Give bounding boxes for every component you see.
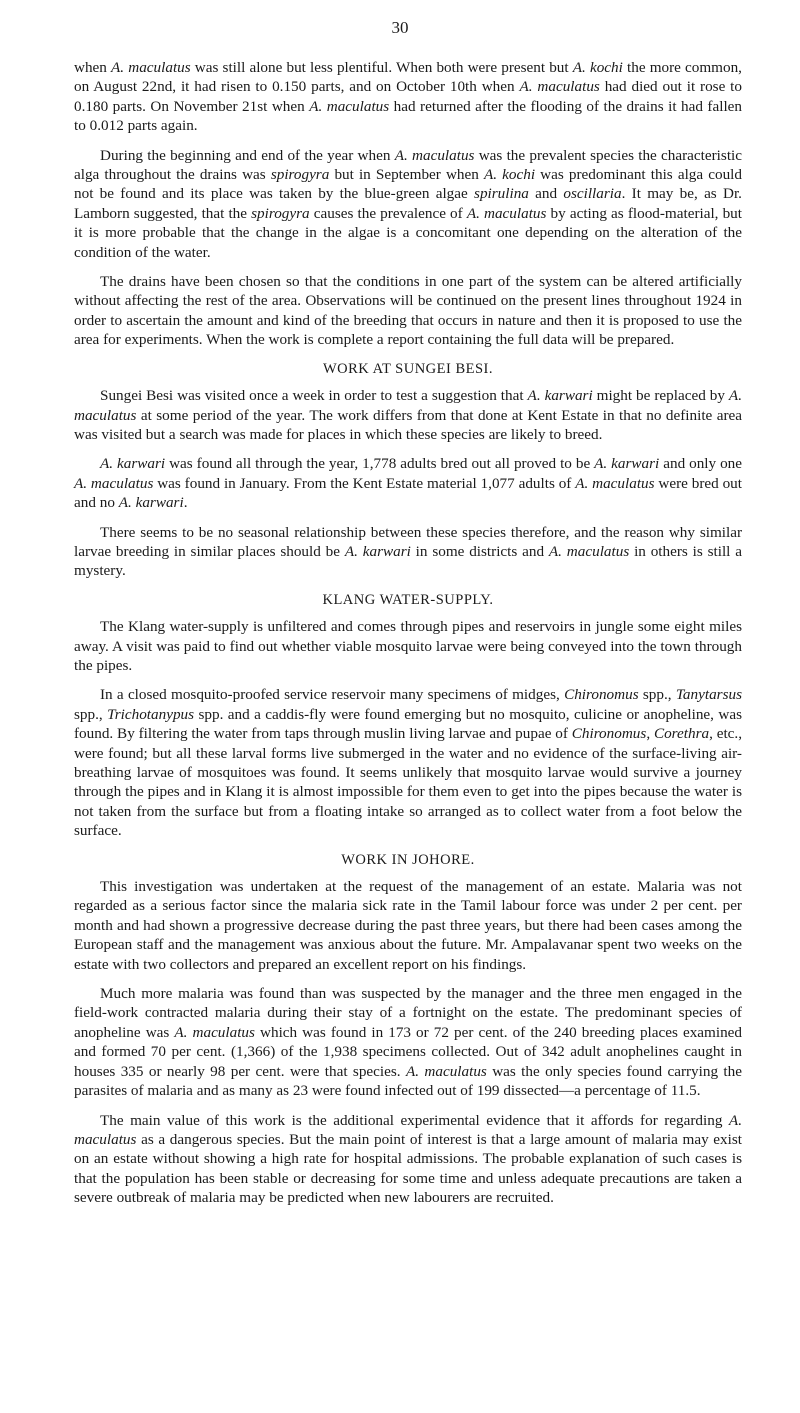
section-heading: KLANG WATER-SUPPLY. (322, 591, 494, 608)
document-body (74, 58, 742, 1218)
paragraph: In a closed mosquito-proofed service reservoir many specimens of midges, Chironomus spp., Tanytarsus spp., Trichotanypus spp. and a caddis-fly were found emerging but no mosquito, culicine or anopheline, was found. By filtering the water from taps through muslin living larvae and pupae of Chironomus, Corethra, etc., were found; but all these larval forms live submerged in the water and no evidence of the surface-living air-breathing larvae of mosquitoes was found. It seems unlikely that mosquito larvae would survive a journey through the pipes and in Klang it is almost impossible for them even to get into the pipes because the water is not taken from the surface but from a floating intake so arranged as to collect water from a foot below the surface. (74, 686, 743, 840)
paragraph: During the beginning and end of the year when A. maculatus was the prevalent species the characteristic alga throughout the drains was spirogyra but in September when A. kochi was predominant this alga could not be found and its place was taken by the blue-green algae spirulina and oscillaria. It may be, as Dr. Lamborn suggested, that the spirogyra causes the prevalence of A. maculatus by acting as flood-material, but it is more probable that the change in the algae is a concomitant one depending on the alteration of the condition of the water. (74, 146, 742, 261)
paragraph: The drains have been chosen so that the conditions in one part of the system can be altered artificially without affecting the rest of the area. Observations will be continued on the present lines throughout 1924 in order to ascertain the amount and kind of the breeding that occurs in nature and then it is proposed to use the area for experiments. When the work is complete a report containing the full data will be prepared. (74, 273, 742, 349)
paragraph: There seems to be no seasonal relationship between these species therefore, and the reason why similar larvae breeding in similar places should be A. karwari in some districts and A. maculatus in others is still a mystery. (74, 523, 742, 580)
paragraph: This investigation was undertaken at the request of the management of an estate. Malaria was not regarded as a serious factor since the malaria sick rate in the Tamil labour force was under 2 per cent. per month and had shown a progressive decrease during the past three years, but there had been cases among the European staff and the management was anxious about the future. Mr. Ampalavanar spent two weeks on the estate with two collectors and prepared an excellent report on his findings. (74, 878, 742, 973)
paragraph: Much more malaria was found than was suspected by the manager and the three men engaged in the field-work contracted malaria during their stay of a fortnight on the estate. The predominant species of anopheline was A. maculatus which was found in 173 or 72 per cent. of the 240 breeding places examined and formed 70 per cent. (1,366) of the 1,938 specimens collected. Out of 342 adult anophelines caught in houses 335 or nearly 98 per cent. were that species. A. maculatus was the only species found carrying the parasites of malaria and as many as 23 were found infected out of 199 dissected—a percentage of 11.5. (74, 985, 743, 1100)
paragraph: Sungei Besi was visited once a week in order to test a suggestion that A. karwari might be replaced by A. maculatus at some period of the year. The work differs from that done at Kent Estate in that no definite area was visited but a search was made for places in which these species are likely to breed. (74, 387, 742, 443)
paragraph: The Klang water-supply is unfiltered and comes through pipes and reservoirs in jungle some eight miles away. A visit was paid to find out whether viable mosquito larvae were being conveyed into the town through the pipes. (74, 618, 742, 674)
paragraph: The main value of this work is the additional experimental evidence that it affords for regarding A. maculatus as a dangerous species. But the main point of interest is that a large amount of malaria may exist on an estate without showing a high rate for hospital admissions. The probable explanation of such cases is that the population has been stable or decreasing for some time and unless adequate precautions are taken a severe outbreak of malaria may be predicted when new labourers are recruited. (74, 1111, 742, 1207)
paragraph: when A. maculatus was still alone but less plentiful. When both were present but A. kochi the more common, on August 22nd, it had risen to 0.150 parts, and on October 10th when A. maculatus had died out it rose to 0.180 parts. On November 21st when A. maculatus had returned after the flooding of the drains it had fallen to 0.012 parts again. (74, 59, 742, 135)
paragraph: A. karwari was found all through the year, 1,778 adults bred out all proved to be A. karwari and only one A. maculatus was found in January. From the Kent Estate material 1,077 adults of A. maculatus were bred out and no A. karwari. (74, 455, 742, 512)
section-heading: WORK IN JOHORE. (341, 851, 475, 868)
section-heading: WORK AT SUNGEI BESI. (322, 360, 494, 377)
page-number: 30 (391, 18, 409, 37)
